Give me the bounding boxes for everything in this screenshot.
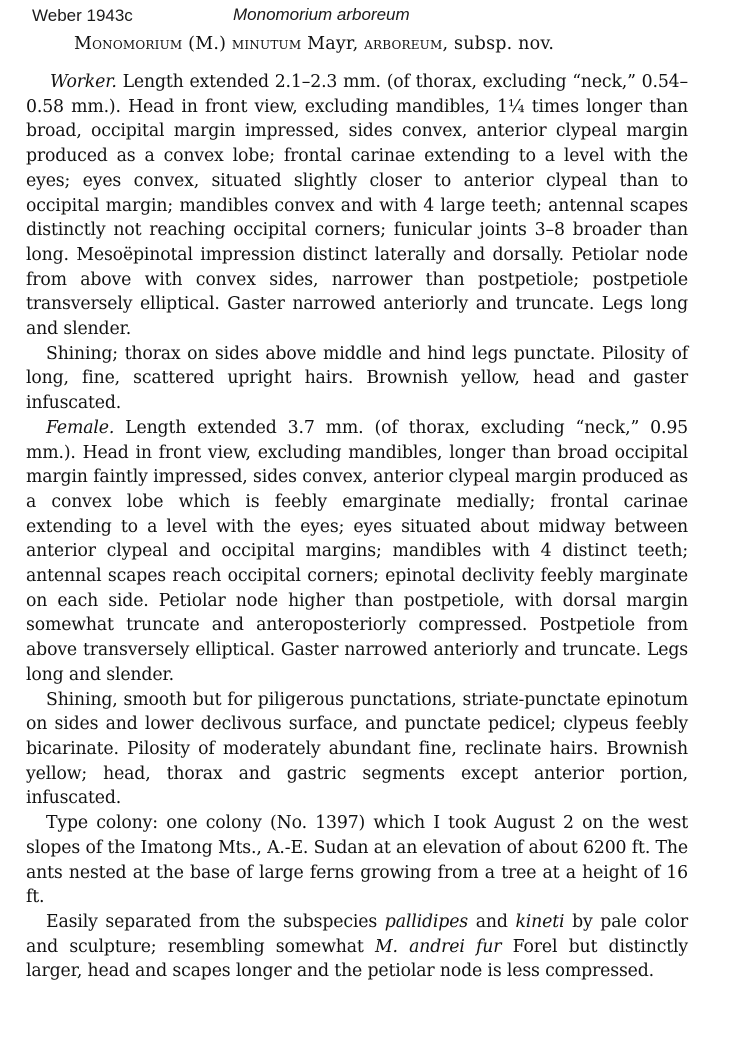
remarks-part-1: Easily separated from the subspecies xyxy=(46,911,378,932)
remarks-taxon-2: kineti xyxy=(515,911,565,932)
remarks-paragraph xyxy=(26,910,688,984)
title-species: minutum xyxy=(231,34,302,54)
title-subspecies: arboreum, xyxy=(364,34,449,54)
title-genus: Monomorium xyxy=(74,34,183,54)
remarks-part-4: Forel but distinctly larger, head and scapes longer and the petiolar node is less compressed. xyxy=(26,936,689,982)
description-body xyxy=(26,70,688,984)
worker-label: Worker. xyxy=(50,72,117,92)
remarks-taxon-3: M. andrei fur xyxy=(374,936,502,957)
worker-description: Length extended 2.1–2.3 mm. (of thorax, excluding “neck,” 0.54–0.58 mm.). Head in front view, excluding mandibles, 1¼ times longer than broad, occipital margin impressed, sides convex, anterior clypeal margin produced as a convex lobe; frontal carinae extending to a level with the eyes; eyes convex, situated slightly closer to anterior clypeal than to occipital margin; mandibles convex and with 4 large teeth; antennal scapes distinctly not reaching occipital corners; funicular joints 3–8 broader than long. Mesoëpinotal impression distinct laterally and dorsally. Petiolar node from above with convex sides, narrower than postpetiole; postpetiole transversely elliptical. Gaster narrowed anteriorly and truncate. Legs long and slender. xyxy=(26,72,688,340)
worker-sculpture-paragraph: Shining; thorax on sides above middle and hind legs punctate. Pilosity of long, fine, scattered upright hairs. Brownish yellow, head and gaster infuscated. xyxy=(26,343,688,414)
title-author: Mayr, xyxy=(307,34,359,54)
female-label: Female. xyxy=(46,417,115,438)
taxon-title xyxy=(74,34,554,54)
worker-paragraph xyxy=(26,70,688,342)
remarks-part-3: by pale color and sculpture; resembling somewhat xyxy=(26,911,689,957)
citation-label: Weber 1943c xyxy=(32,6,133,25)
title-subgenus: (M.) xyxy=(188,34,227,54)
species-label: Monomorium arboreum xyxy=(233,5,410,24)
female-sculpture-paragraph: Shining, smooth but for piligerous punctations, striate-punctate epinotum on sides and lower declivous surface, and punctate pedicel; clypeus feebly bicarinate. Pilosity of moderately abundant fine, reclinate hairs. Brownish yellow; head, thorax and gastric segments except anterior portion, infuscated. xyxy=(26,689,688,809)
female-description: Length extended 3.7 mm. (of thorax, excluding “neck,” 0.95 mm.). Head in front view, excluding mandibles, longer than broad occipital margin faintly impressed, sides convex, anterior clypeal margin produced as a convex lobe which is feebly emarginate medially; frontal carinae extending to a level with the eyes; eyes situated about midway between anterior clypeal and occipital margins; mandibles with 4 distinct teeth; antennal scapes reach occipital corners; epinotal declivity feebly marginate on each side. Petiolar node higher than postpetiole, with dorsal margin somewhat truncate and anteroposteriorly compressed. Postpetiole from above transversely elliptical. Gaster narrowed anteriorly and truncate. Legs long and slender. xyxy=(26,417,689,685)
title-status: subsp. nov. xyxy=(454,34,555,54)
remarks-taxon-1: pallidipes xyxy=(384,911,468,932)
type-colony-paragraph: Type colony: one colony (No. 1397) which I took August 2 on the west slopes of the Imatong Mts., A.-E. Sudan at an elevation of about 6200 ft. The ants nested at the base of large ferns growing from a tree at a height of 16 ft. xyxy=(26,813,688,908)
remarks-part-2: and xyxy=(475,911,508,932)
female-paragraph xyxy=(26,416,688,688)
